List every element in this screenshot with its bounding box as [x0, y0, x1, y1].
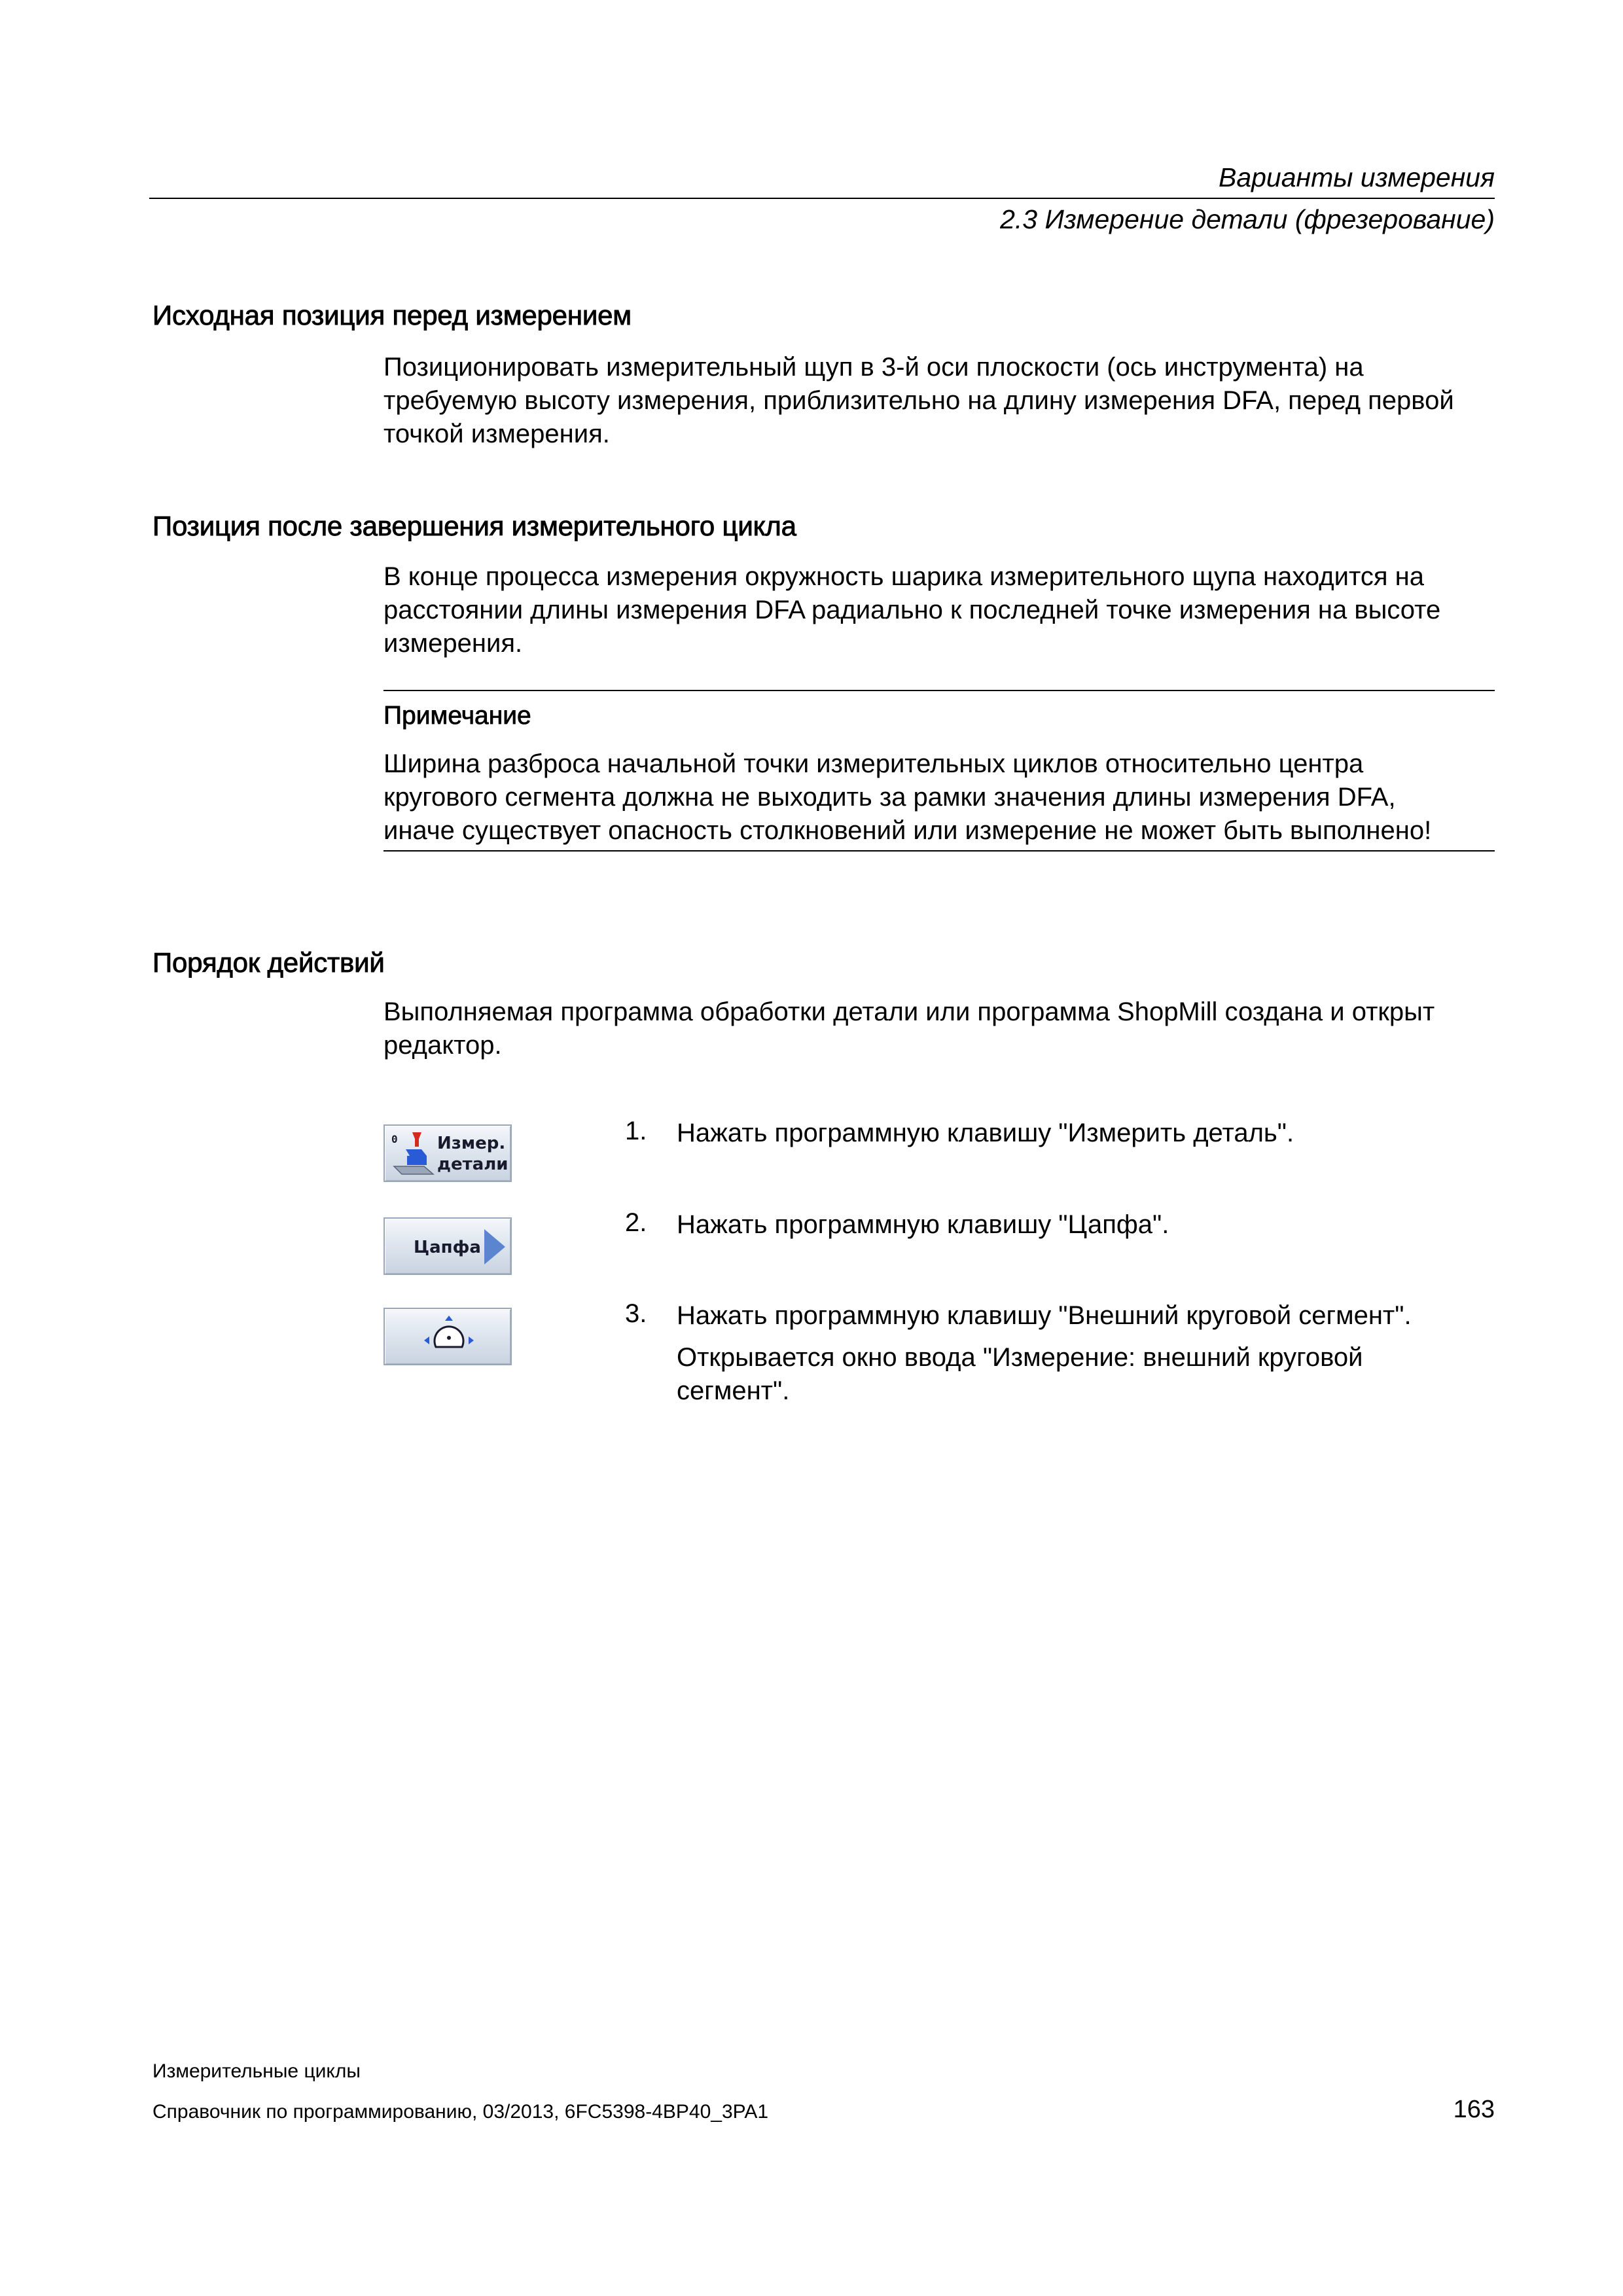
text-line: редактор.: [383, 1031, 502, 1060]
note-title: Примечание: [383, 702, 531, 730]
softkey-outer-circle-segment[interactable]: [383, 1308, 512, 1365]
softkey-label: Цапфа: [414, 1238, 481, 1257]
text-line: Открывается окно ввода "Измерение: внешний круговой: [677, 1343, 1363, 1372]
softkey-label: детали: [437, 1155, 508, 1174]
running-header-chapter: Варианты измерения: [1218, 162, 1495, 192]
text-line: измерения.: [383, 629, 523, 658]
step-text: Нажать программную клавишу "Внешний круговой сегмент".: [677, 1301, 1412, 1330]
softkey-stud[interactable]: [383, 1217, 512, 1275]
section-heading-start-position: Исходная позиция перед измерением: [152, 300, 632, 331]
footer-doc-info: Справочник по программированию, 03/2013, 6FC5398-4BP40_3PA1: [152, 2101, 769, 2123]
note-body: [383, 747, 1496, 848]
paragraph-start-position: [383, 351, 1496, 451]
footer-title: Измерительные циклы: [152, 2060, 361, 2082]
softkey-label: Измер.: [437, 1134, 506, 1153]
header-rule: [149, 198, 1495, 199]
paragraph-end-position: [383, 560, 1496, 660]
note-top-rule: [383, 690, 1495, 691]
page-number: 163: [1453, 2096, 1495, 2123]
step-3-block: [677, 1299, 1495, 1408]
running-header-section: 2.3 Измерение детали (фрезерование): [1000, 204, 1495, 234]
softkey-measure-workpiece[interactable]: [383, 1124, 512, 1182]
measure-workpiece-icon: [390, 1130, 436, 1178]
step-number: 3.: [625, 1299, 647, 1328]
section-heading-procedure: Порядок действий: [152, 947, 385, 978]
step-text: Нажать программную клавишу "Измерить деталь".: [677, 1119, 1294, 1147]
text-line: требуемую высоту измерения, приблизительно на длину измерения DFA, перед первой: [383, 386, 1454, 415]
text-line: Ширина разброса начальной точки измерительных циклов относительно центра: [383, 749, 1364, 778]
outer-circle-segment-icon: [421, 1313, 476, 1361]
step-number: 1.: [625, 1117, 647, 1145]
arrow-right-icon: [482, 1228, 508, 1266]
text-line: Выполняемая программа обработки детали или программа ShopMill создана и открыт: [383, 997, 1435, 1026]
text-line: В конце процесса измерения окружность шарика измерительного щупа находится на: [383, 562, 1424, 591]
svg-text:0: 0: [391, 1133, 398, 1145]
text-line: расстоянии длины измерения DFA радиально к последней точке измерения на высоте: [383, 596, 1441, 624]
section-heading-end-position: Позиция после завершения измерительного цикла: [152, 511, 796, 541]
step-number: 2.: [625, 1208, 647, 1237]
step-result: [677, 1341, 1495, 1408]
text-line: кругового сегмента должна не выходить за рамки значения длины измерения DFA,: [383, 783, 1396, 812]
step-text: Нажать программную клавишу "Цапфа".: [677, 1210, 1169, 1239]
text-line: иначе существует опасность столкновений или измерение не может быть выполнено!: [383, 816, 1432, 845]
text-line: Позиционировать измерительный щуп в 3-й оси плоскости (ось инструмента) на: [383, 353, 1364, 382]
text-line: точкой измерения.: [383, 420, 610, 448]
text-line: сегмент".: [677, 1376, 790, 1405]
paragraph-procedure-intro: [383, 996, 1496, 1062]
note-bottom-rule: [383, 850, 1495, 852]
